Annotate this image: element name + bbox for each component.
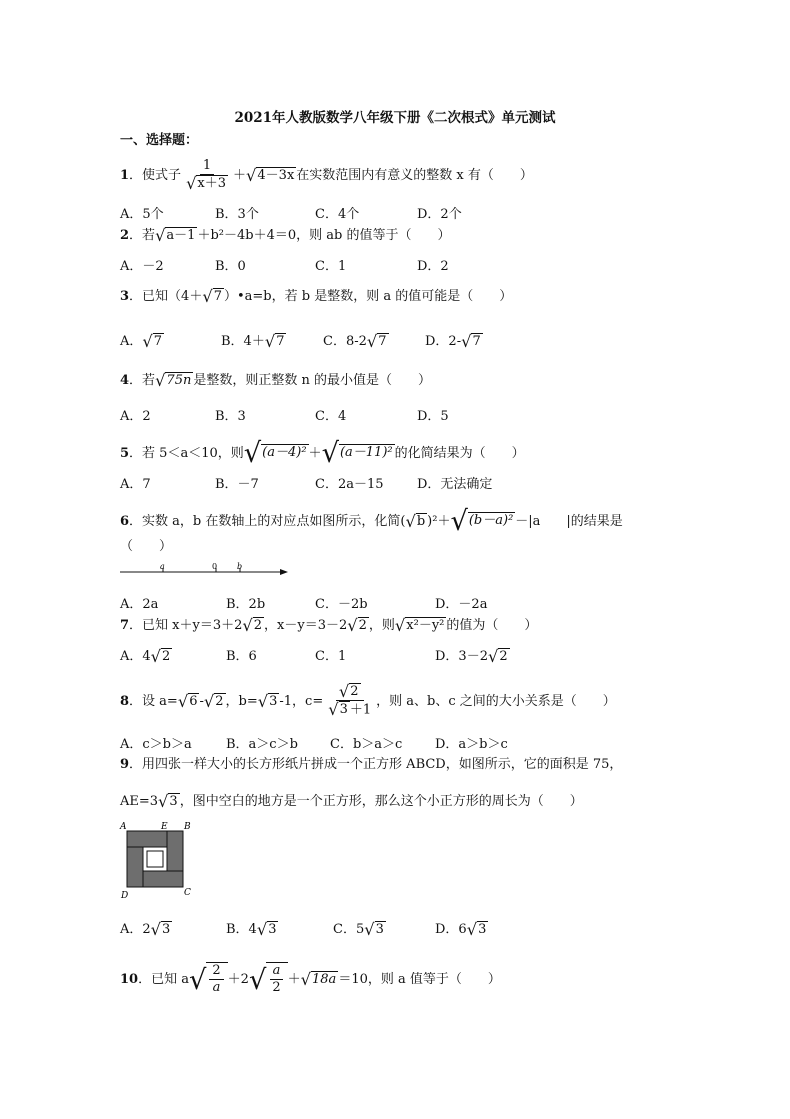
- option-b: B．0: [215, 259, 246, 274]
- axis-label-a: a: [160, 562, 165, 571]
- q1-plus: ＋: [233, 167, 247, 183]
- option-b-text: B．4: [226, 922, 257, 937]
- question-number: 8: [120, 693, 130, 709]
- q6-text-post: －|a |的结果是: [515, 514, 623, 530]
- q5-text-pre: ．若 5＜a＜10，则: [129, 446, 244, 462]
- option-d-radical: √7: [461, 331, 481, 351]
- q8-radical-1: √6: [177, 691, 198, 711]
- option-a-rad-text: 2: [162, 648, 171, 664]
- label-C: C: [184, 888, 191, 898]
- q5-plus: ＋: [308, 446, 322, 462]
- q8-radical-2: √2: [203, 691, 224, 711]
- option-d: [435, 645, 510, 665]
- q10-f2-num: a: [270, 963, 284, 980]
- option-a-rad-text: 7: [153, 333, 163, 349]
- option-d: [435, 918, 488, 938]
- q5-rad2-text: (a－11)²: [339, 445, 393, 460]
- q10-frac-1: [209, 963, 223, 996]
- rect-right: [167, 831, 183, 871]
- q8-text-c: -1，c=: [279, 693, 324, 709]
- rect-left: [127, 847, 143, 887]
- q7-rad1-text: 2: [253, 618, 263, 633]
- q8-frac-den-radical: √3: [328, 700, 348, 720]
- q8-rad3-text: 3: [269, 693, 278, 709]
- q8-frac-num: 2: [350, 684, 359, 699]
- q10-text-mid: ＋2: [227, 971, 249, 987]
- q8-text-pre: ．设 a=: [129, 693, 178, 709]
- option-c: [333, 918, 386, 938]
- question-1: [120, 158, 533, 193]
- q8-frac-den: 3: [339, 702, 348, 718]
- q10-f1-den: a: [212, 979, 221, 995]
- question-8: [120, 683, 616, 720]
- question-5: [120, 440, 525, 467]
- option-b: B．3个: [215, 207, 259, 222]
- option-d-text: D．3－2: [435, 649, 488, 664]
- q1-frac-den-radical: √x＋3: [186, 173, 227, 193]
- q10-text-post: ＝10，则 a 值等于（ ）: [338, 971, 501, 987]
- q6-radical-1: √b: [405, 512, 426, 532]
- q2-radical: √a－1: [155, 226, 196, 245]
- q2-rad-text: a－1: [166, 228, 196, 243]
- option-a-text: A．: [120, 334, 143, 349]
- label-D: D: [121, 891, 129, 901]
- option-a: A．2a: [120, 597, 159, 612]
- option-b: B．－7: [215, 477, 259, 492]
- q7-text-pre: ．已知 x＋y＝3＋2: [129, 618, 243, 634]
- option-c-rad-text: 3: [375, 921, 384, 937]
- q7-rad3-text: x²－y²: [406, 618, 445, 633]
- option-c: C．b＞a＞c: [330, 737, 403, 752]
- question-4: [120, 372, 431, 389]
- option-b-text: B．4＋: [221, 334, 265, 349]
- label-A: A: [120, 822, 127, 832]
- question-number: 4: [120, 373, 130, 389]
- label-E: E: [161, 822, 168, 832]
- option-d-text: D．2-: [425, 334, 462, 349]
- q9-rad-text: 3: [169, 794, 178, 809]
- q1-fraction: [183, 158, 231, 193]
- option-d-radical: √2: [487, 646, 508, 666]
- rect-bottom: [143, 871, 183, 887]
- q10-f2-den: 2: [272, 979, 281, 995]
- question-number: 9: [120, 757, 130, 772]
- option-a-radical: √2: [150, 646, 171, 666]
- q1-frac-num: 1: [200, 158, 214, 175]
- q5-radical-1: √(a－4)²: [243, 438, 307, 469]
- q9-line1: ．用四张一样大小的长方形纸片拼成一个正方形 ABCD，如图所示，它的面积是 75，: [129, 757, 623, 772]
- q7-text-post: 的值为（ ）: [446, 618, 538, 634]
- question-number: 5: [120, 446, 130, 462]
- q10-rad-text: 18a: [312, 971, 337, 987]
- q5-rad1-text: (a－4)²: [262, 445, 307, 460]
- option-d-rad-text: 3: [478, 921, 487, 937]
- q1-rad2-text: 4－3x: [257, 167, 295, 183]
- q10-text-pre: ．已知 a: [138, 971, 189, 987]
- option-d: D．2: [417, 259, 449, 274]
- q8-rad2-text: 2: [215, 693, 224, 709]
- q2-text-post: ＋b²－4b＋4＝0，则 ab 的值等于（ ）: [197, 228, 451, 244]
- option-a: A．－2: [120, 259, 164, 274]
- q7-radical-3: √x²－y²: [394, 616, 445, 635]
- q2-text-pre: ．若: [129, 228, 156, 244]
- option-c-text: C．5: [333, 922, 365, 937]
- q8-text-b: ，b=: [225, 693, 258, 709]
- q10-plus: ＋: [287, 971, 301, 987]
- option-b: [226, 918, 278, 938]
- question-number: 10: [120, 971, 139, 987]
- q8-frac-num-radical: √2: [338, 682, 359, 701]
- option-b-rad-text: 7: [276, 333, 285, 349]
- option-a-radical: √7: [142, 331, 163, 351]
- option-a: A．c＞b＞a: [120, 737, 192, 752]
- option-a: A．7: [120, 477, 151, 492]
- option-c-radical: √3: [364, 919, 384, 939]
- axis-label-b: b: [237, 562, 243, 571]
- question-7: [120, 617, 537, 634]
- q4-text-post: 是整数，则正整数 n 的最小值是（ ）: [193, 373, 431, 389]
- question-number: 3: [120, 289, 130, 305]
- option-a: A．5个: [120, 207, 164, 222]
- question-3: [120, 288, 512, 305]
- option-c: C．1: [315, 259, 347, 274]
- option-c: C．－2b: [315, 597, 368, 612]
- question-number: 2: [120, 228, 130, 244]
- q10-radical-1: √ $\frac{2}{a}$: [189, 962, 228, 996]
- q4-text-pre: ．若: [129, 373, 156, 389]
- q8-fraction: [325, 683, 374, 720]
- option-a-text: A．2: [120, 922, 151, 937]
- q8-frac-den-post: ＋1: [349, 702, 372, 718]
- option-d-radical: √3: [466, 919, 487, 939]
- option-a: [120, 330, 164, 350]
- option-c-text: C．8-2: [323, 334, 367, 349]
- number-line-figure: [118, 562, 290, 582]
- q3-rad-text: 7: [213, 289, 222, 304]
- q3-radical: √7: [202, 287, 222, 306]
- option-d-rad-text: 7: [472, 333, 481, 349]
- option-a-radical: √3: [150, 919, 171, 939]
- q8-minus: -: [199, 693, 204, 709]
- axis-label-0: 0: [212, 562, 218, 571]
- q10-f1-num: 2: [209, 963, 223, 980]
- q3-text-pre: ．已知（4＋: [129, 289, 203, 305]
- q1-text-post: 在实数范围内有意义的整数 x 有（ ）: [296, 167, 533, 183]
- option-a: [120, 645, 172, 665]
- number-line-arrow: [280, 569, 288, 575]
- option-b: B．3: [215, 409, 246, 424]
- q7-radical-2: √2: [347, 616, 367, 635]
- option-a: [120, 918, 172, 938]
- option-c: C．1: [315, 649, 347, 664]
- option-b-radical: √3: [256, 919, 277, 939]
- option-a-text: A．4: [120, 649, 151, 664]
- question-number: 6: [120, 514, 130, 530]
- page-title: 2021年人教版数学八年级下册《二次根式》单元测试: [234, 110, 556, 126]
- option-d: D．无法确定: [417, 477, 493, 492]
- q9-line2-post: ，图中空白的地方是一个正方形，那么这个小正方形的周长为（ ）: [179, 794, 583, 810]
- q1-text-pre: ．使式子: [129, 167, 182, 183]
- inner-square-outline: [147, 851, 163, 867]
- q6-text-mid: )²＋: [427, 514, 451, 530]
- q6-rad1-text: b: [416, 514, 426, 530]
- q7-text-mid: ，x－y＝3－2: [264, 618, 348, 634]
- q6-text-pre: ．实数 a，b 在数轴上的对应点如图所示，化简(: [129, 514, 406, 530]
- question-number: 7: [120, 618, 130, 634]
- option-d: [425, 330, 483, 350]
- option-b: [221, 330, 286, 350]
- option-d: D．5: [417, 409, 449, 424]
- option-d: D．－2a: [435, 597, 488, 612]
- option-c: C．4个: [315, 207, 360, 222]
- option-d-text: D．6: [435, 922, 467, 937]
- option-c-radical: √7: [366, 331, 387, 351]
- option-d-rad-text: 2: [499, 648, 508, 664]
- question-10: [120, 962, 501, 996]
- q8-text-post: ，则 a、b、c 之间的大小关系是（ ）: [376, 693, 616, 709]
- q10-radical-2: √ $\frac{a}{2}$: [249, 962, 288, 996]
- q7-text-mid2: ，则: [368, 618, 395, 634]
- option-b-radical: √7: [264, 331, 285, 351]
- option-b: B．2b: [226, 597, 266, 612]
- q4-radical: √75n: [155, 371, 192, 390]
- q7-rad2-text: 2: [358, 618, 367, 633]
- option-b: B．a＞c＞b: [226, 737, 298, 752]
- q6-rad2-text: (b－a)²: [468, 513, 514, 528]
- option-a: A．2: [120, 409, 151, 424]
- q10-frac-2: [269, 963, 283, 996]
- option-a-rad-text: 3: [162, 921, 171, 937]
- option-c: C．2a－15: [315, 477, 384, 492]
- q4-rad-text: 75n: [166, 373, 192, 388]
- question-9: [120, 758, 622, 771]
- option-d: D．a＞b＞c: [435, 737, 508, 752]
- question-2: [120, 227, 450, 244]
- option-d: D．2个: [417, 207, 462, 222]
- q6-paren: （ ）: [120, 539, 173, 554]
- question-9-line2: [120, 793, 583, 810]
- section-heading: 一、选择题：: [120, 133, 199, 148]
- q1-radical-2: √4－3x: [246, 165, 295, 185]
- option-c: [323, 330, 389, 350]
- q9-radical: √3: [158, 792, 178, 811]
- q7-radical-1: √2: [242, 616, 263, 635]
- rect-top: [127, 831, 167, 847]
- label-B: B: [184, 822, 191, 832]
- q5-text-post: 的化简结果为（ ）: [394, 446, 525, 462]
- q3-text-post: ）•a=b，若 b 是整数，则 a 的值可能是（ ）: [223, 289, 513, 305]
- q1-frac-den: x＋3: [197, 175, 227, 191]
- square-figure: [118, 820, 198, 902]
- q5-radical-2: √(a－11)²: [321, 438, 393, 469]
- q9-line2-pre: AE=3: [120, 794, 159, 810]
- option-c-rad-text: 7: [378, 333, 387, 349]
- option-b-rad-text: 3: [268, 921, 277, 937]
- question-6: [120, 508, 623, 535]
- q8-rad1-text: 6: [189, 693, 198, 709]
- q10-radical-3: √18a: [300, 969, 337, 989]
- question-number: 1: [120, 167, 130, 183]
- option-c: C．4: [315, 409, 347, 424]
- q8-radical-3: √3: [257, 691, 278, 711]
- option-b: B．6: [226, 649, 257, 664]
- q6-radical-2: √(b－a)²: [450, 506, 514, 537]
